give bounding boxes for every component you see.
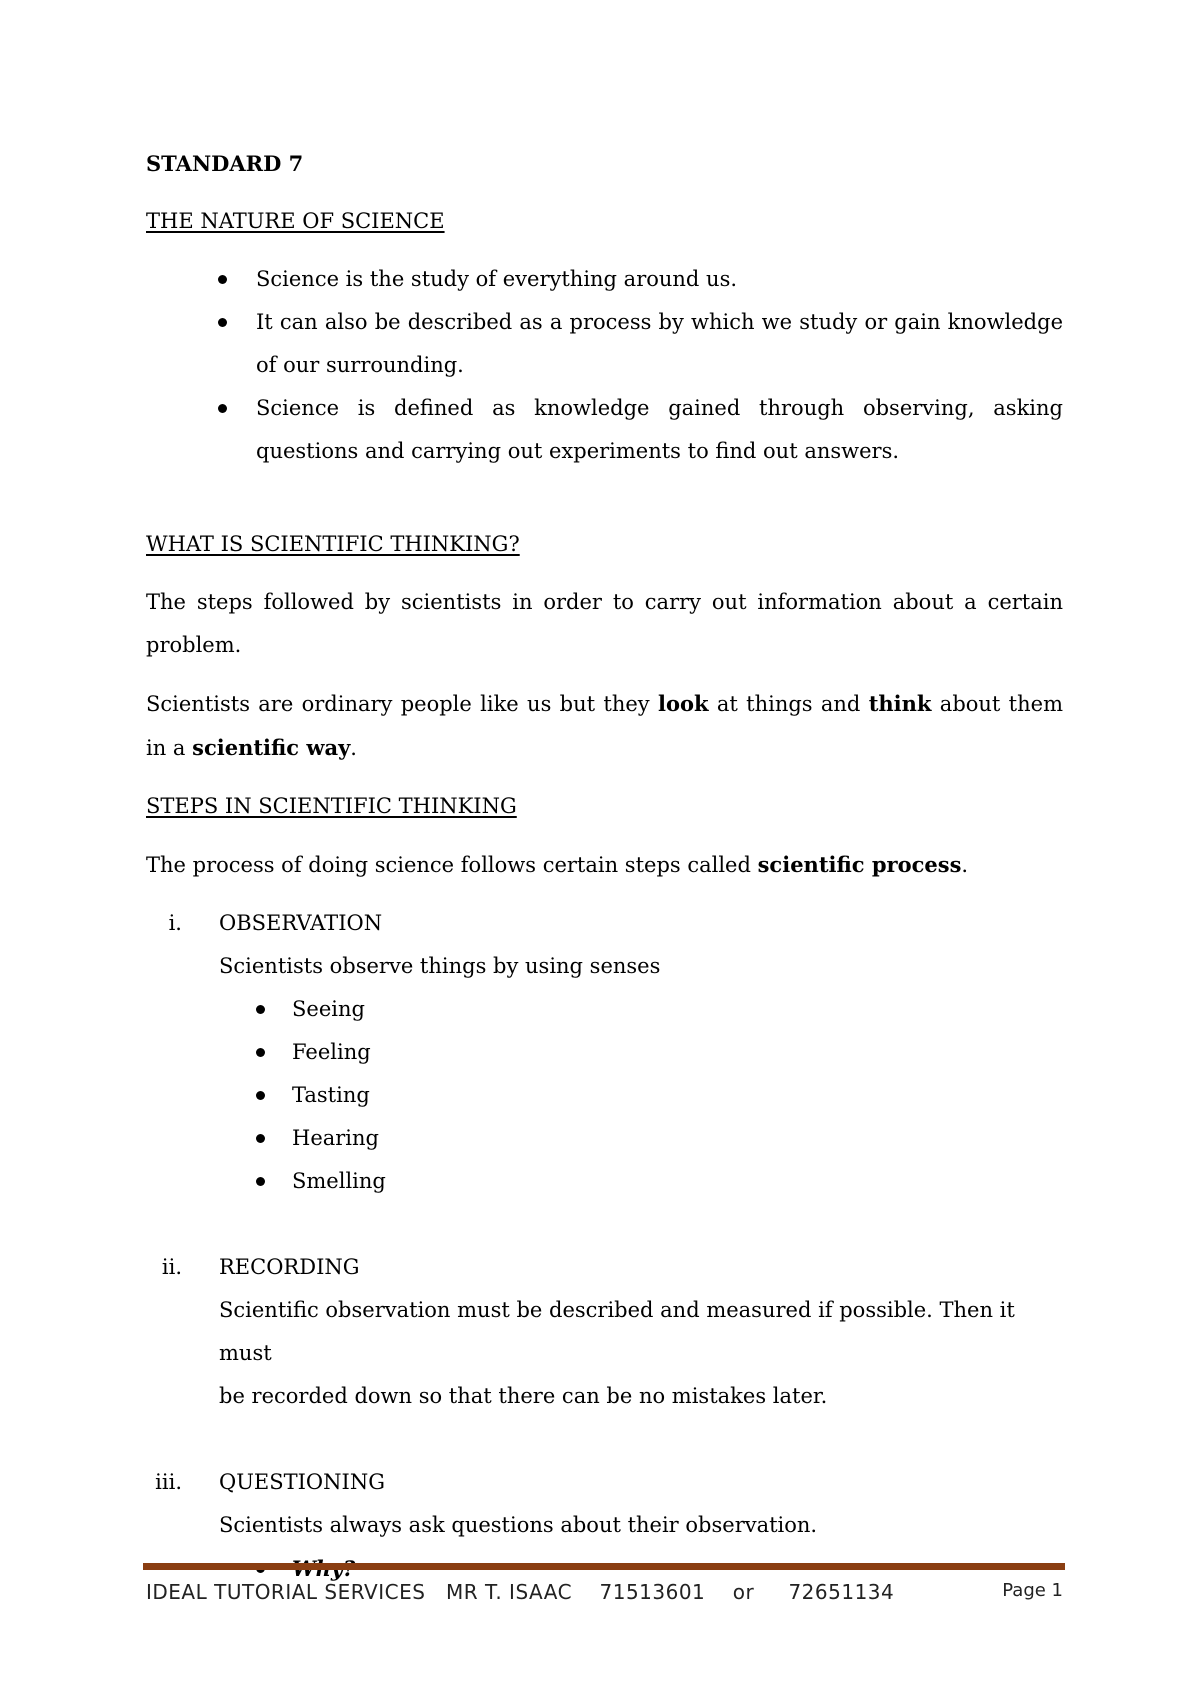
step-text: be recorded down so that there can be no mistakes later. <box>219 1384 828 1408</box>
list-item: Science is defined as knowledge gained through observing, asking questions and carrying out experiments to find out answers. <box>146 387 1063 473</box>
paragraph: The steps followed by scientists in order to carry out information about a certain problem. <box>146 590 1063 657</box>
paragraph-process: The process of doing science follows certain steps called scientific process. <box>146 852 969 877</box>
step-text: Scientific observation must be described and measured if possible. Then it must <box>219 1298 1015 1365</box>
doc-title: STANDARD 7 <box>146 151 304 176</box>
section-heading-nature-of-science: THE NATURE OF SCIENCE <box>146 209 445 233</box>
footer-contact: IDEAL TUTORIAL SERVICES MR T. ISAAC 71513601 or 72651134 <box>146 1580 895 1604</box>
page-number: Page 1 <box>1002 1580 1063 1601</box>
step-recording <box>146 1246 1063 1289</box>
step-number: i. <box>168 911 182 935</box>
list-item: It can also be described as a process by which we study or gain knowledge of our surrounding. <box>146 301 1063 387</box>
step-text: Scientists always ask questions about their observation. <box>219 1513 818 1537</box>
step-number: ii. <box>161 1255 182 1279</box>
paragraph-scientists: Scientists are ordinary people like us but they look at things and think about them in a scientific way. <box>146 691 1063 760</box>
list-item: Tasting <box>146 1074 1063 1117</box>
step-questioning <box>146 1461 1063 1504</box>
list-item: Hearing <box>146 1117 1063 1160</box>
list-item: Science is the study of everything around us. <box>146 258 1063 301</box>
document-body <box>146 142 1063 1590</box>
section-heading-scientific-thinking: WHAT IS SCIENTIFIC THINKING? <box>146 532 520 556</box>
step-title: OBSERVATION <box>219 911 383 935</box>
step-observation <box>146 902 1063 945</box>
footer-divider <box>143 1563 1065 1570</box>
list-item: Smelling <box>146 1160 1063 1203</box>
list-item: Seeing <box>146 988 1063 1031</box>
section-heading-steps: STEPS IN SCIENTIFIC THINKING <box>146 794 517 818</box>
step-title: RECORDING <box>219 1255 360 1279</box>
step-number: iii. <box>155 1470 182 1494</box>
step-title: QUESTIONING <box>219 1470 385 1494</box>
page-footer <box>146 1580 1063 1612</box>
list-item: Feeling <box>146 1031 1063 1074</box>
step-text: Scientists observe things by using senses <box>219 954 661 978</box>
